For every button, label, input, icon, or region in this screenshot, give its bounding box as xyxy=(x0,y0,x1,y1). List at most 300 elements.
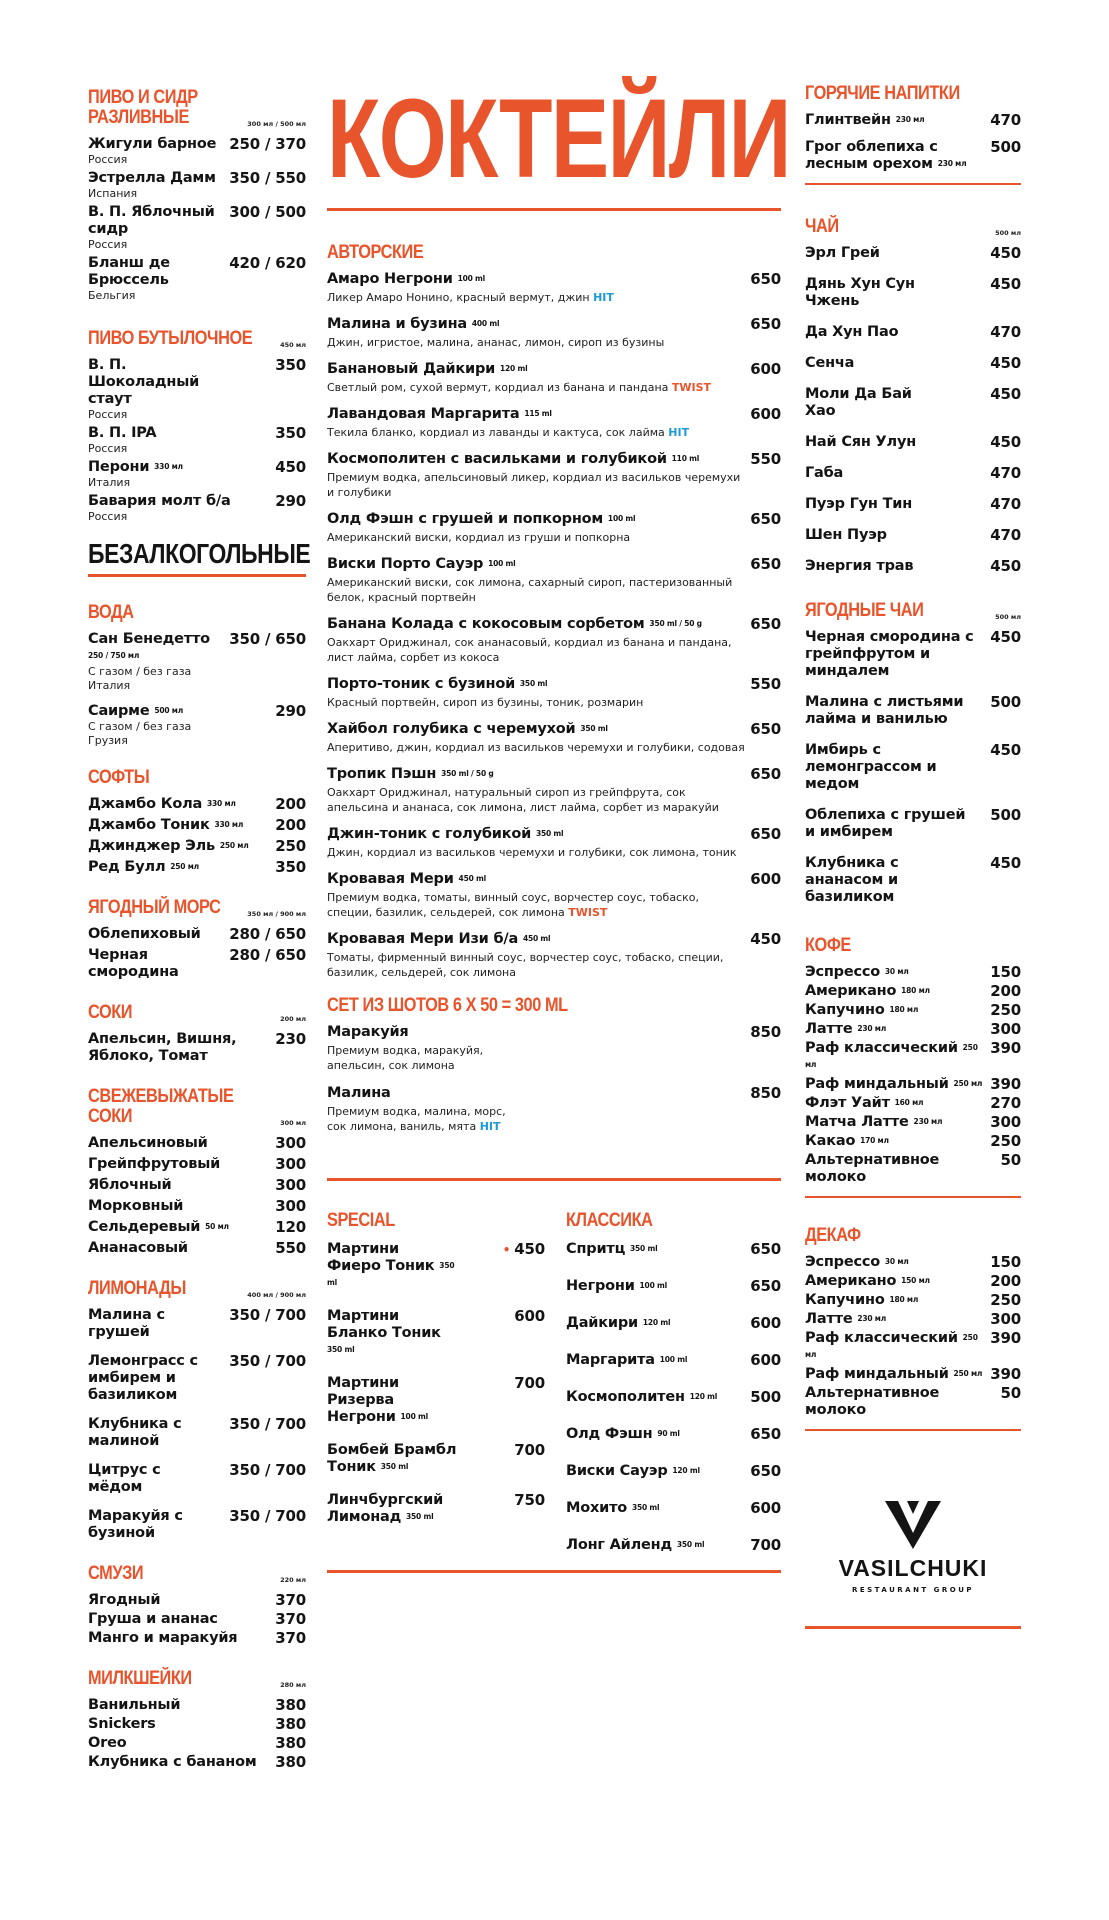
menu-item-row xyxy=(88,926,306,943)
menu-item-row xyxy=(88,1462,306,1496)
item-volume: 330 мл xyxy=(214,820,244,829)
item-name xyxy=(327,511,635,528)
item-price: 290 xyxy=(275,492,306,510)
beer-draft-section xyxy=(88,88,306,303)
item-price: 250 xyxy=(990,1132,1021,1150)
item-price: 300 xyxy=(990,1113,1021,1131)
item-subtitle: Россия xyxy=(88,510,128,523)
item-price-wrap xyxy=(990,112,1021,129)
item-name xyxy=(88,631,229,665)
item-subtitle: Испания xyxy=(88,187,138,200)
item-price-wrap xyxy=(503,1241,545,1259)
menu-item-row xyxy=(327,361,781,378)
item-price: 370 xyxy=(275,1591,306,1609)
restaurant-logo xyxy=(805,1501,1021,1594)
section-volume-note: 300 мл xyxy=(280,1119,306,1127)
menu-item-row xyxy=(805,1366,1021,1383)
item-price: 650 xyxy=(750,315,781,333)
item-volume: 450 ml xyxy=(458,874,486,883)
hot-drinks-section xyxy=(805,84,1021,173)
item-description xyxy=(327,575,747,605)
item-volume: 120 ml xyxy=(642,1318,671,1327)
item-name xyxy=(88,1508,208,1542)
section-header xyxy=(88,1564,306,1584)
item-name-text: Апельсиновый xyxy=(88,1135,208,1151)
item-name xyxy=(805,324,898,341)
item-description-text: Премиум водка, томаты, винный соус, ворчестер соус, тобаско, специи, базилик, сельдерей, сок лимона xyxy=(327,891,699,919)
item-price: 600 xyxy=(750,360,781,378)
section-title: ЯГОДНЫЕ ЧАИ xyxy=(805,600,924,621)
item-name xyxy=(88,1735,126,1752)
menu-item-row xyxy=(805,1330,1021,1364)
section-volume-note: 500 мл xyxy=(995,613,1021,621)
item-price: 150 xyxy=(990,963,1021,981)
item-price: 500 xyxy=(990,693,1021,711)
item-volume: 350 ml xyxy=(406,1512,434,1521)
item-name-text: Мартини Бланко Тоник xyxy=(327,1308,441,1341)
item-description-text: Оакхарт Ориджинал, сок ананасовый, кордиал из банана и пандана, лист лайма, сорбет из кокоса xyxy=(327,636,732,664)
item-description-text: Оакхарт Ориджинал, натуральный сироп из грейпфрута, сок апельсина и ананаса, сок лимона, лист лайма, сорбет из маракуйи xyxy=(327,786,719,814)
item-volume: 100 ml xyxy=(659,1355,688,1364)
section-volume-note: 200 мл xyxy=(280,1015,306,1023)
menu-item-row xyxy=(566,1241,781,1258)
item-price-wrap xyxy=(275,425,306,442)
menu-item-row xyxy=(327,766,781,783)
item-volume: 500 мл xyxy=(154,706,184,715)
item-price: 450 xyxy=(990,354,1021,372)
item-price: 300 xyxy=(990,1310,1021,1328)
section-title: ПИВО И СИДР РАЗЛИВНЫЕ xyxy=(88,87,198,128)
menu-item-row xyxy=(327,556,781,573)
menu-item-row xyxy=(805,1254,1021,1271)
item-price: 390 xyxy=(990,1039,1021,1057)
item-name-text: В. П. Яблочный сидр xyxy=(88,204,215,237)
item-price-wrap xyxy=(275,838,306,855)
item-volume: 230 мл xyxy=(857,1314,887,1323)
item-description xyxy=(327,425,747,440)
item-price: 300 / 500 xyxy=(229,203,306,221)
item-name-text: Морковный xyxy=(88,1198,184,1214)
item-name xyxy=(805,1002,918,1019)
item-name xyxy=(327,1442,457,1476)
item-volume: 90 ml xyxy=(657,1429,680,1438)
item-price-wrap xyxy=(990,1040,1021,1057)
item-price: 290 xyxy=(275,702,306,720)
menu-item-row xyxy=(88,703,306,720)
item-price-wrap xyxy=(750,676,781,693)
menu-item xyxy=(805,1254,1021,1271)
item-price: 350 / 550 xyxy=(229,169,306,187)
item-name-text: Джамбо Кола xyxy=(88,796,203,812)
menu-item xyxy=(88,1697,306,1714)
berry-tea-section xyxy=(805,601,1021,906)
item-price-wrap xyxy=(990,1273,1021,1290)
menu-item-row xyxy=(805,276,1021,310)
item-price-wrap xyxy=(750,316,781,333)
menu-item-row xyxy=(566,1426,781,1443)
section-header xyxy=(88,1087,306,1127)
menu-item xyxy=(88,817,306,834)
item-price-wrap xyxy=(990,355,1021,372)
section-header xyxy=(88,1669,306,1689)
item-volume: 110 ml xyxy=(671,454,700,463)
item-origin: Италия xyxy=(88,679,131,692)
item-name xyxy=(327,451,699,468)
item-price-wrap xyxy=(990,964,1021,981)
item-volume: 30 мл xyxy=(884,967,909,976)
menu-item xyxy=(327,1492,545,1526)
item-description-text: Американский виски, сок лимона, сахарный сироп, пастеризованный белок, красный портвейн xyxy=(327,576,733,604)
item-volume: 120 ml xyxy=(672,1466,700,1475)
menu-item xyxy=(805,1366,1021,1383)
item-name xyxy=(88,459,183,476)
item-volume: 100 ml xyxy=(607,514,636,523)
menu-item xyxy=(327,1308,545,1359)
item-list xyxy=(327,271,781,980)
item-name xyxy=(88,425,156,442)
item-name xyxy=(88,1611,218,1628)
item-price: 350 xyxy=(275,356,306,374)
menu-item-row xyxy=(327,1492,545,1526)
section-volume-note: 300 мл / 500 мл xyxy=(247,120,306,128)
item-price: 550 xyxy=(750,675,781,693)
item-name xyxy=(88,1416,208,1450)
item-volume: 330 мл xyxy=(207,799,236,808)
item-price-wrap xyxy=(750,556,781,573)
item-price: 450 xyxy=(275,458,306,476)
item-name xyxy=(88,1307,208,1341)
menu-item-row xyxy=(805,1292,1021,1309)
item-name-text: Ванильный xyxy=(88,1697,181,1713)
mors-section xyxy=(88,898,306,981)
item-name-text: Грог облепиха с лесным орехом xyxy=(805,139,938,172)
item-subtitle: Россия xyxy=(88,238,128,251)
lemonades-section xyxy=(88,1279,306,1542)
item-description-text: Джин, игристое, малина, ананас, лимон, сироп из бузины xyxy=(327,336,665,349)
item-name-text: Цитрус с мёдом xyxy=(88,1462,161,1495)
item-description xyxy=(327,635,747,665)
menu-item xyxy=(566,1352,781,1369)
item-name-text: Кровавая Мери Изи б/а xyxy=(327,931,519,947)
logo-subtitle: RESTAURANT GROUP xyxy=(851,1586,975,1594)
menu-item xyxy=(566,1463,781,1480)
item-price-wrap xyxy=(750,1463,781,1480)
item-name xyxy=(805,465,843,482)
cocktails-title: КОКТЕЙЛИ xyxy=(327,76,790,201)
menu-item-row xyxy=(88,1198,306,1215)
item-name xyxy=(566,1241,657,1258)
section-title: ЯГОДНЫЙ МОРС xyxy=(88,897,221,918)
item-name xyxy=(327,1375,457,1426)
item-name-text: Джинджер Эль xyxy=(88,838,215,854)
section-title: СВЕЖЕВЫЖАТЫЕ СОКИ xyxy=(88,1086,234,1127)
item-price-wrap xyxy=(990,855,1021,872)
item-name-text: Да Хун Пао xyxy=(805,324,899,340)
item-name-text: Раф миндальный xyxy=(805,1366,949,1382)
section-header xyxy=(805,217,1021,237)
item-name xyxy=(88,170,216,187)
menu-item-row xyxy=(805,1133,1021,1150)
menu-item-row xyxy=(805,558,1021,575)
menu-item xyxy=(805,964,1021,981)
item-description-text: Американский виски, кордиал из груши и попкорна xyxy=(327,531,631,544)
item-name xyxy=(88,1031,238,1065)
item-price: 550 xyxy=(275,1239,306,1257)
item-tag-badge: TWIST xyxy=(568,906,608,919)
milkshakes-section xyxy=(88,1669,306,1771)
logo-wordmark: VASILCHUKI xyxy=(838,1555,988,1581)
menu-item xyxy=(88,926,306,943)
item-price-wrap xyxy=(229,1307,306,1324)
item-volume: 230 мл xyxy=(857,1024,887,1033)
item-name-text: Жигули барное xyxy=(88,136,217,152)
item-price: 380 xyxy=(275,1696,306,1714)
menu-item-row xyxy=(327,511,781,528)
section-header xyxy=(88,1003,306,1023)
item-price-wrap xyxy=(990,742,1021,759)
item-name-text: Сельдерeвый xyxy=(88,1219,201,1235)
item-price: 850 xyxy=(750,1084,781,1102)
menu-item xyxy=(88,493,306,524)
section-title: СОКИ xyxy=(88,1002,133,1023)
item-price-wrap xyxy=(990,527,1021,544)
item-price: 300 xyxy=(275,1176,306,1194)
item-price: 650 xyxy=(750,270,781,288)
item-name-text: Хайбол голубика с черемухой xyxy=(327,721,576,737)
item-price-wrap xyxy=(275,1156,306,1173)
item-price: 850 xyxy=(750,1023,781,1041)
menu-item xyxy=(805,1273,1021,1290)
menu-item xyxy=(88,1735,306,1752)
item-price-wrap xyxy=(514,1308,545,1325)
item-description xyxy=(327,380,747,395)
menu-item xyxy=(327,1375,545,1426)
menu-item xyxy=(88,357,306,422)
menu-item-row xyxy=(88,796,306,813)
item-name-text: Ред Булл xyxy=(88,859,166,875)
item-price-wrap xyxy=(990,465,1021,482)
item-price: 350 / 700 xyxy=(229,1415,306,1433)
item-price: 600 xyxy=(750,1351,781,1369)
item-name-text: Олд Фэшн с грушей и попкорном xyxy=(327,511,604,527)
item-name-text: Манго и маракуйя xyxy=(88,1630,238,1646)
item-price-wrap xyxy=(990,1366,1021,1383)
item-name xyxy=(566,1537,704,1554)
item-price: 450 xyxy=(990,854,1021,872)
item-volume: 180 мл xyxy=(889,1005,919,1014)
menu-item-row xyxy=(805,1385,1021,1419)
menu-item-row xyxy=(88,1240,306,1257)
item-name-text: Банановый Дайкири xyxy=(327,361,496,377)
menu-item-row xyxy=(805,807,1021,841)
section-header xyxy=(327,996,781,1016)
item-price: 450 xyxy=(990,433,1021,451)
item-volume: 250 / 750 мл xyxy=(88,651,140,660)
item-price: 650 xyxy=(750,1462,781,1480)
menu-item xyxy=(805,983,1021,1000)
item-volume: 350 ml xyxy=(327,1345,355,1354)
section-volume-note: 350 мл / 900 мл xyxy=(247,910,306,918)
item-price-wrap xyxy=(750,1278,781,1295)
menu-item-row xyxy=(88,459,306,476)
section-header xyxy=(805,1226,1021,1246)
item-name xyxy=(327,1085,391,1102)
menu-item-row xyxy=(88,1031,306,1065)
menu-item-row xyxy=(805,245,1021,262)
item-list xyxy=(88,1135,306,1257)
menu-item-row xyxy=(805,1040,1021,1074)
item-subtitle: С газом / без газа xyxy=(88,720,192,733)
item-volume: 350 ml xyxy=(676,1540,705,1549)
water-section xyxy=(88,603,306,748)
item-name-text: Спритц xyxy=(566,1241,626,1257)
item-price-wrap xyxy=(990,1292,1021,1309)
menu-item xyxy=(805,245,1021,262)
item-name-text: Латте xyxy=(805,1311,853,1327)
menu-item xyxy=(88,1416,306,1450)
item-name xyxy=(88,838,249,855)
item-name-text: Матча Латте xyxy=(805,1114,909,1130)
beer-bottle-section xyxy=(88,329,306,524)
menu-item xyxy=(805,807,1021,841)
section-title: КОФЕ xyxy=(805,935,851,956)
item-price-wrap xyxy=(229,136,306,153)
item-price: 300 xyxy=(990,1020,1021,1038)
menu-item xyxy=(805,1133,1021,1150)
menu-item xyxy=(327,676,781,710)
item-price: 470 xyxy=(990,323,1021,341)
section-title: СМУЗИ xyxy=(88,1563,144,1584)
item-name-text: Клубника с малиной xyxy=(88,1416,182,1449)
item-price-wrap xyxy=(990,245,1021,262)
item-price: 350 / 700 xyxy=(229,1306,306,1324)
item-name-text: Космополитен xyxy=(566,1389,685,1405)
menu-item-row xyxy=(805,1021,1021,1038)
menu-item xyxy=(88,1716,306,1733)
item-price-wrap xyxy=(990,1076,1021,1093)
item-name-text: Черная смородина xyxy=(88,947,179,980)
item-price: 650 xyxy=(750,1425,781,1443)
menu-item xyxy=(805,527,1021,544)
menu-item xyxy=(805,496,1021,513)
item-price: 650 xyxy=(750,1277,781,1295)
menu-item xyxy=(327,1241,545,1292)
item-price: 200 xyxy=(990,982,1021,1000)
item-price: 270 xyxy=(990,1094,1021,1112)
item-name-text: Най Сян Улун xyxy=(805,434,917,450)
item-name-text: Тропик Пэшн xyxy=(327,766,437,782)
item-name-text: Джамбо Тоник xyxy=(88,817,210,833)
item-name-text: Кровавая Мери xyxy=(327,871,454,887)
menu-item-row xyxy=(566,1352,781,1369)
item-name-text: Капучино xyxy=(805,1002,885,1018)
item-price-wrap xyxy=(275,493,306,510)
menu-item xyxy=(805,1385,1021,1419)
item-price-wrap xyxy=(275,1735,306,1752)
menu-item-row xyxy=(88,1630,306,1647)
item-name-text: Черная смородина с грейпфрутом и миндалем xyxy=(805,629,974,679)
item-price: 470 xyxy=(990,464,1021,482)
menu-item-row xyxy=(88,631,306,665)
item-price-wrap xyxy=(750,826,781,843)
v-logo-icon xyxy=(885,1501,941,1549)
item-price: 550 xyxy=(750,450,781,468)
section-title: ПИВО БУТЫЛОЧНОЕ xyxy=(88,328,253,349)
item-name xyxy=(805,1330,990,1364)
section-volume-note: 220 мл xyxy=(280,1576,306,1584)
item-price: 450 xyxy=(990,557,1021,575)
item-name xyxy=(805,558,913,575)
menu-item xyxy=(88,838,306,855)
item-description xyxy=(327,695,747,710)
item-name xyxy=(566,1352,687,1369)
section-title: КЛАССИКА xyxy=(566,1210,653,1231)
menu-item xyxy=(566,1389,781,1406)
item-price-wrap xyxy=(990,434,1021,451)
item-price: 450 xyxy=(990,741,1021,759)
item-price-wrap xyxy=(275,357,306,374)
item-volume: 250 мл xyxy=(953,1079,983,1088)
item-name-text: Маракуйя xyxy=(327,1024,409,1040)
menu-item-row xyxy=(88,838,306,855)
menu-item-row xyxy=(327,271,781,288)
menu-item-row xyxy=(88,170,306,187)
item-name-text: Эстрелла Дамм xyxy=(88,170,216,186)
item-name xyxy=(805,1021,886,1038)
menu-item-row xyxy=(805,855,1021,906)
item-price-wrap xyxy=(990,629,1021,646)
menu-item-row xyxy=(805,434,1021,451)
item-name-text: Яблочный xyxy=(88,1177,172,1193)
item-name xyxy=(88,1697,180,1714)
menu-item xyxy=(88,425,306,456)
item-price-wrap xyxy=(1001,1152,1021,1169)
item-list xyxy=(805,112,1021,173)
item-volume: 230 мл xyxy=(895,115,925,124)
item-price: 300 xyxy=(275,1197,306,1215)
item-volume: 120 ml xyxy=(499,364,528,373)
item-list xyxy=(805,245,1021,575)
item-name xyxy=(805,855,975,906)
section-header xyxy=(805,601,1021,621)
item-price-wrap xyxy=(275,703,306,720)
menu-item-row xyxy=(88,859,306,876)
item-volume: 350 ml xyxy=(519,679,548,688)
item-price-wrap xyxy=(750,766,781,783)
item-name-text: Дайкири xyxy=(566,1315,638,1331)
section-header xyxy=(88,88,306,128)
smoothies-section xyxy=(88,1564,306,1647)
item-name-text: Раф классический xyxy=(805,1330,958,1346)
item-price-wrap xyxy=(990,386,1021,403)
middle-bottom-rule xyxy=(327,1570,781,1573)
item-name xyxy=(805,1152,1001,1186)
menu-item-row xyxy=(566,1537,781,1554)
item-price-wrap xyxy=(990,1311,1021,1328)
item-price-wrap xyxy=(990,496,1021,513)
item-name xyxy=(327,931,550,948)
item-volume: 350 ml xyxy=(631,1503,660,1512)
menu-item xyxy=(327,616,781,665)
item-price: 250 xyxy=(990,1001,1021,1019)
item-list xyxy=(327,1024,781,1134)
item-name xyxy=(88,136,216,153)
menu-item xyxy=(805,139,1021,173)
menu-item xyxy=(805,1152,1021,1186)
section-header xyxy=(566,1211,781,1231)
item-name-text: Шен Пуэр xyxy=(805,527,887,543)
menu-item xyxy=(327,1085,781,1134)
